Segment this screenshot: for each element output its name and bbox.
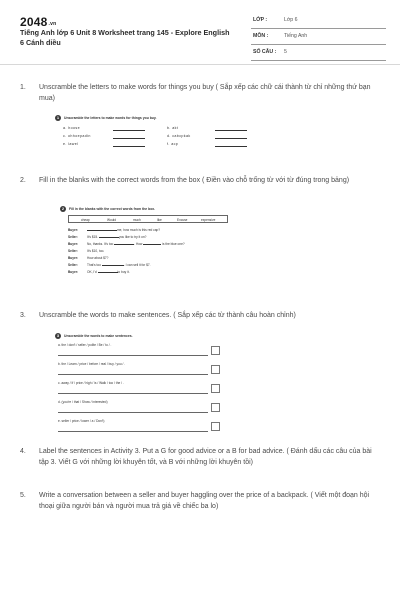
- question-1: [20, 82, 375, 106]
- logo-suffix: .vn: [48, 21, 57, 27]
- meta-row-class: [251, 14, 386, 29]
- speaker: Buyer:: [68, 242, 79, 246]
- word-box-item: Excuse: [177, 218, 188, 222]
- line-text: How about $7?: [87, 256, 109, 260]
- meta-row-subject: [251, 30, 386, 45]
- dialogue-line: [68, 263, 151, 267]
- speaker: Seller:: [68, 235, 78, 239]
- meta-value: Lớp 6: [284, 17, 298, 23]
- answer-line: [113, 130, 145, 131]
- label-checkbox[interactable]: [211, 422, 220, 431]
- speaker: Buyer:: [68, 256, 79, 260]
- line-text: That's too: [87, 263, 101, 267]
- blank: [99, 237, 119, 238]
- speaker: Buyer:: [68, 228, 79, 232]
- blank: [98, 272, 118, 273]
- label-checkbox[interactable]: [211, 384, 220, 393]
- scramble-item: c. ohhoepadin: [63, 134, 91, 138]
- question-4: [20, 446, 375, 470]
- word-box-item: Would: [107, 218, 116, 222]
- speaker: Seller:: [68, 263, 78, 267]
- word-box-item: like: [157, 218, 162, 222]
- dialogue-line: [68, 249, 104, 253]
- sentence-words: a. the / don't / seller / polite / Be / to / .: [58, 343, 112, 347]
- dialogue-line: [68, 228, 160, 232]
- line-text: is the blue one?: [162, 242, 185, 246]
- question-number: 1.: [20, 84, 26, 91]
- answer-line: [215, 130, 247, 131]
- dialogue-line: [68, 242, 185, 246]
- exercise-title: [55, 115, 156, 121]
- exercise-instruction: Unscramble the letters to make words for things you buy.: [64, 116, 157, 120]
- sentence-row: [58, 343, 223, 355]
- logo-text: 2048: [20, 15, 48, 29]
- line-text: you like to try it on?: [118, 235, 147, 239]
- word-box-item: expensive: [201, 218, 216, 222]
- exercise-3-image: [55, 333, 225, 443]
- scramble-item: d. cabcpkak: [167, 134, 191, 138]
- exercise-title: [60, 206, 155, 212]
- question-2: [20, 175, 375, 199]
- exercise-instruction: Unscramble the words to make sentences.: [64, 334, 133, 338]
- label-checkbox[interactable]: [211, 346, 220, 355]
- label-checkbox[interactable]: [211, 403, 220, 412]
- exercise-instruction: Fill in the blanks with the correct words from the box.: [69, 207, 156, 211]
- sentence-row: [58, 381, 223, 393]
- scramble-item: f. acp: [167, 142, 179, 146]
- word-box-item: much: [133, 218, 141, 222]
- meta-info: [251, 14, 386, 62]
- scramble-item: b. akt: [167, 126, 179, 130]
- line-text: OK, I'd: [87, 270, 97, 274]
- answer-line: [215, 138, 247, 139]
- question-text: Unscramble the words to make sentences. ( Sắp xếp các từ thành câu hoàn chỉnh): [39, 312, 296, 319]
- page-header: [0, 0, 400, 62]
- blank: [87, 230, 117, 231]
- speaker: Buyer:: [68, 270, 79, 274]
- word-box: [68, 215, 228, 223]
- sentence-words: d. (you're / that / Show / interested): [58, 400, 108, 404]
- exercise-2-image: [60, 206, 230, 286]
- exercise-badge: 3: [56, 333, 60, 338]
- dialogue-line: [68, 235, 146, 239]
- sentence-words: e. seller / price / lower / a / Don't): [58, 419, 105, 423]
- line-text: No, thanks. It's too: [87, 242, 114, 246]
- question-5: [20, 490, 375, 514]
- document-title: Tiếng Anh lớp 6 Unit 8 Worksheet trang 145 - Explore English 6 Cánh diều: [20, 28, 230, 47]
- question-text: Write a conversation between a seller and buyer haggling over the price of a backpack. ( Viết một đoạn hội thoại giữa người bán và người mua trả giá về chiếc ba lo): [39, 492, 370, 510]
- site-logo[interactable]: [20, 15, 56, 29]
- meta-value: 5: [284, 49, 287, 55]
- blank: [114, 244, 134, 245]
- answer-line: [58, 431, 208, 432]
- sentence-row: [58, 419, 223, 431]
- line-text: . How: [134, 242, 143, 246]
- question-text: Label the sentences in Activity 3. Put a G for good advice or a B for bad advice. ( Đánh dấu các câu của bài tập 3. Viết G với những lời khuyên tốt, và B với những lời khuyên tồi): [39, 448, 372, 466]
- answer-line: [58, 355, 208, 356]
- sentence-words: b. the / Learn / price / before / real / buy / you / .: [58, 362, 126, 366]
- sentence-row: [58, 400, 223, 412]
- blank: [143, 244, 161, 245]
- scramble-item: a. hoose: [63, 126, 80, 130]
- sentence-row: [58, 362, 223, 374]
- blank: [102, 265, 124, 266]
- sentence-words: c. away / If / price / high / is / Walk / too / the / .: [58, 381, 124, 385]
- meta-value: Tiếng Anh: [284, 33, 308, 39]
- meta-label: LỚP :: [253, 17, 268, 23]
- line-text: . I can sell it for $7.: [123, 263, 151, 267]
- exercise-badge: 2: [61, 206, 65, 211]
- line-text: It's $15.: [87, 235, 99, 239]
- dialogue-line: [68, 256, 108, 260]
- answer-line: [58, 412, 208, 413]
- speaker: Seller:: [68, 249, 78, 253]
- question-3: [20, 310, 375, 322]
- answer-line: [113, 146, 145, 147]
- question-number: 4.: [20, 448, 26, 455]
- line-text: It's $10, too.: [87, 249, 105, 253]
- line-text: to buy it.: [117, 270, 130, 274]
- question-text: Unscramble the letters to make words for things you buy ( Sắp xếp các chữ cái thành từ chỉ những thứ bạn mua): [39, 84, 371, 102]
- meta-row-count: [251, 46, 386, 61]
- meta-label: SỐ CÂU :: [253, 49, 277, 55]
- exercise-1-image: [55, 115, 255, 151]
- question-text: Fill in the blanks with the correct words from the box ( Điền vào chỗ trống từ với từ đúng trong bảng): [39, 177, 350, 184]
- scramble-item: e. lawel: [63, 142, 79, 146]
- question-number: 2.: [20, 177, 26, 184]
- label-checkbox[interactable]: [211, 365, 220, 374]
- answer-line: [58, 393, 208, 394]
- exercise-badge: 1: [56, 115, 60, 120]
- dialogue-line: [68, 270, 130, 274]
- question-number: 5.: [20, 492, 26, 499]
- answer-line: [215, 146, 247, 147]
- answer-line: [113, 138, 145, 139]
- exercise-title: [55, 333, 133, 339]
- line-text: me, how much is this red cap?: [117, 228, 161, 232]
- question-number: 3.: [20, 312, 26, 319]
- answer-line: [58, 374, 208, 375]
- word-box-item: cheap: [81, 218, 90, 222]
- header-divider: [0, 64, 400, 65]
- meta-label: MÔN :: [253, 33, 269, 39]
